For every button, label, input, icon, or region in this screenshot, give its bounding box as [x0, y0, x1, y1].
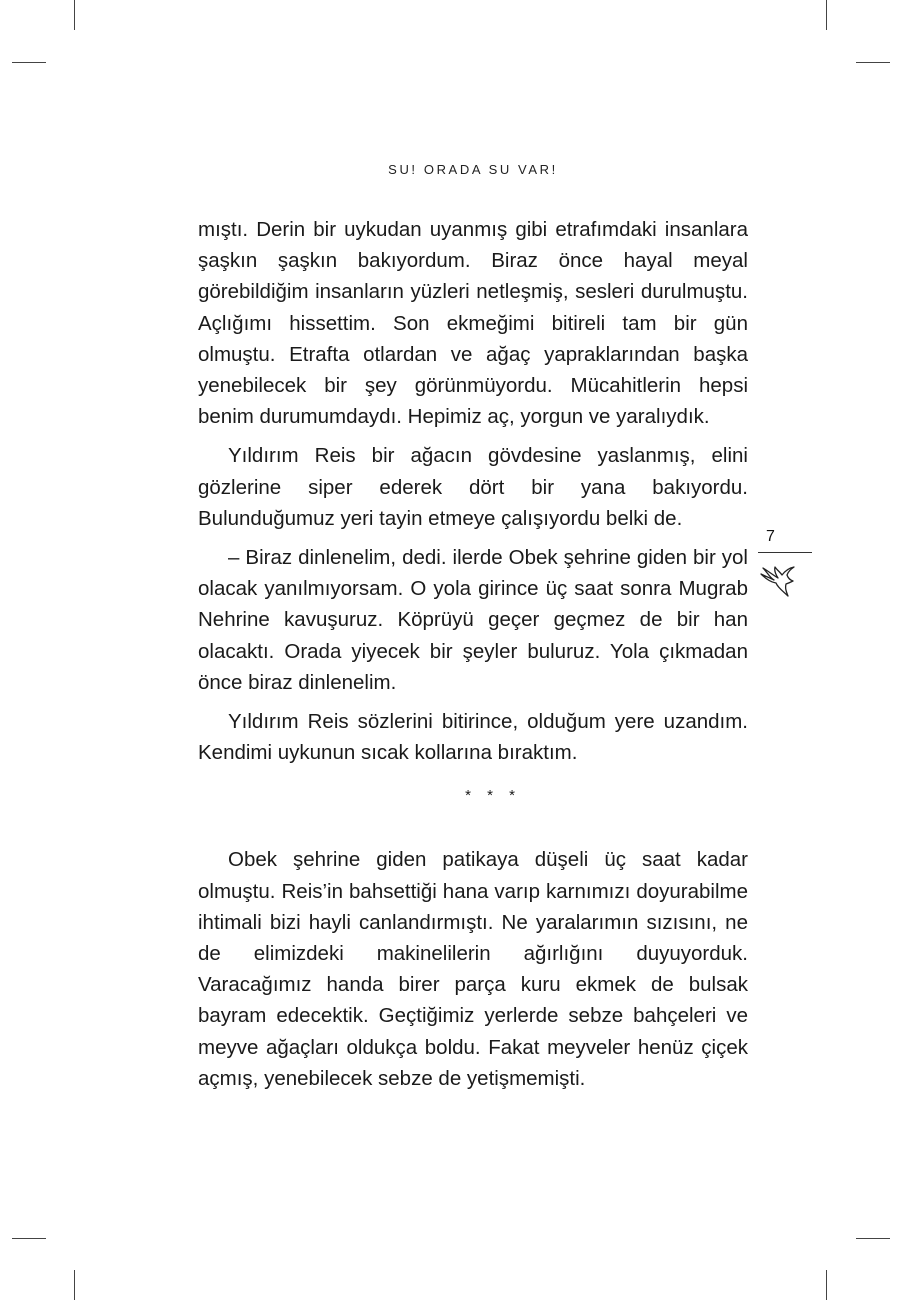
- dialogue-paragraph: – Biraz dinlenelim, dedi. ilerde Obek şehrine giden bir yol olacak yanılmıyorsam. O yola girince üç saat sonra Mugrab Nehrine kavuşuruz. Köprüyü geçer geçmez de bir han olacaktı. Orada yiyecek bir şeyler buluruz. Yola çıkmadan önce biraz dinlenelim.: [198, 546, 748, 694]
- crop-mark-top-left: [74, 0, 75, 30]
- dove-icon: [758, 558, 796, 600]
- crop-mark-bottom-right: [826, 1270, 827, 1300]
- page-number: 7: [766, 528, 775, 545]
- running-header: SU! ORADA SU VAR!: [388, 162, 558, 177]
- paragraph: Yıldırım Reis sözlerini bitirince, olduğum yere uzandım. Kendimi uykunun sıcak kollarına bıraktım.: [198, 710, 748, 765]
- page-number-rule: [758, 552, 812, 553]
- crop-mark-left-top: [12, 62, 46, 63]
- crop-mark-right-top: [856, 62, 890, 63]
- paragraph: Yıldırım Reis bir ağacın gövdesine yaslanmış, elini gözlerine siper ederek dört bir yana bakıyordu. Bulunduğumuz yeri tayin etmeye çalışıyordu belki de.: [198, 444, 748, 530]
- body-text: [198, 214, 748, 1102]
- crop-mark-top-right: [826, 0, 827, 30]
- section-separator: * * *: [465, 787, 521, 805]
- crop-mark-left-bottom: [12, 1238, 46, 1239]
- paragraph: Obek şehrine giden patikaya düşeli üç saat kadar olmuştu. Reis’in bahsettiği hana varıp karnımızı doyurabilme ihtimali bizi hayli canlandırmıştı. Ne yaralarımın sızısını, ne de elimizdeki makinelilerin ağırlığını duyuyorduk. Varacağımız handa birer parça kuru ekmek de bulsak bayram edecektik. Geçtiğimiz yerlerde sebze bahçeleri ve meyve ağaçları oldukça boldu. Fakat meyveler henüz çiçek açmış, yenebilecek sebze de yetişmemişti.: [198, 848, 748, 1090]
- crop-mark-bottom-left: [74, 1270, 75, 1300]
- crop-mark-right-bottom: [856, 1238, 890, 1239]
- paragraph: mıştı. Derin bir uykudan uyanmış gibi etrafımdaki insanlara şaşkın şaşkın bakıyordum. Biraz önce hayal meyal görebildiğim insanların yüzleri netleşmiş, sesleri durulmuştu. Açlığımı hissettim. Son ekmeğimi bitireli tam bir gün olmuştu. Etrafta otlardan ve ağaç yapraklarından başka yenebilecek bir şey görünmüyordu. Mücahitlerin hepsi benim durumumdaydı. Hepimiz aç, yorgun ve yaralıydık.: [198, 218, 748, 429]
